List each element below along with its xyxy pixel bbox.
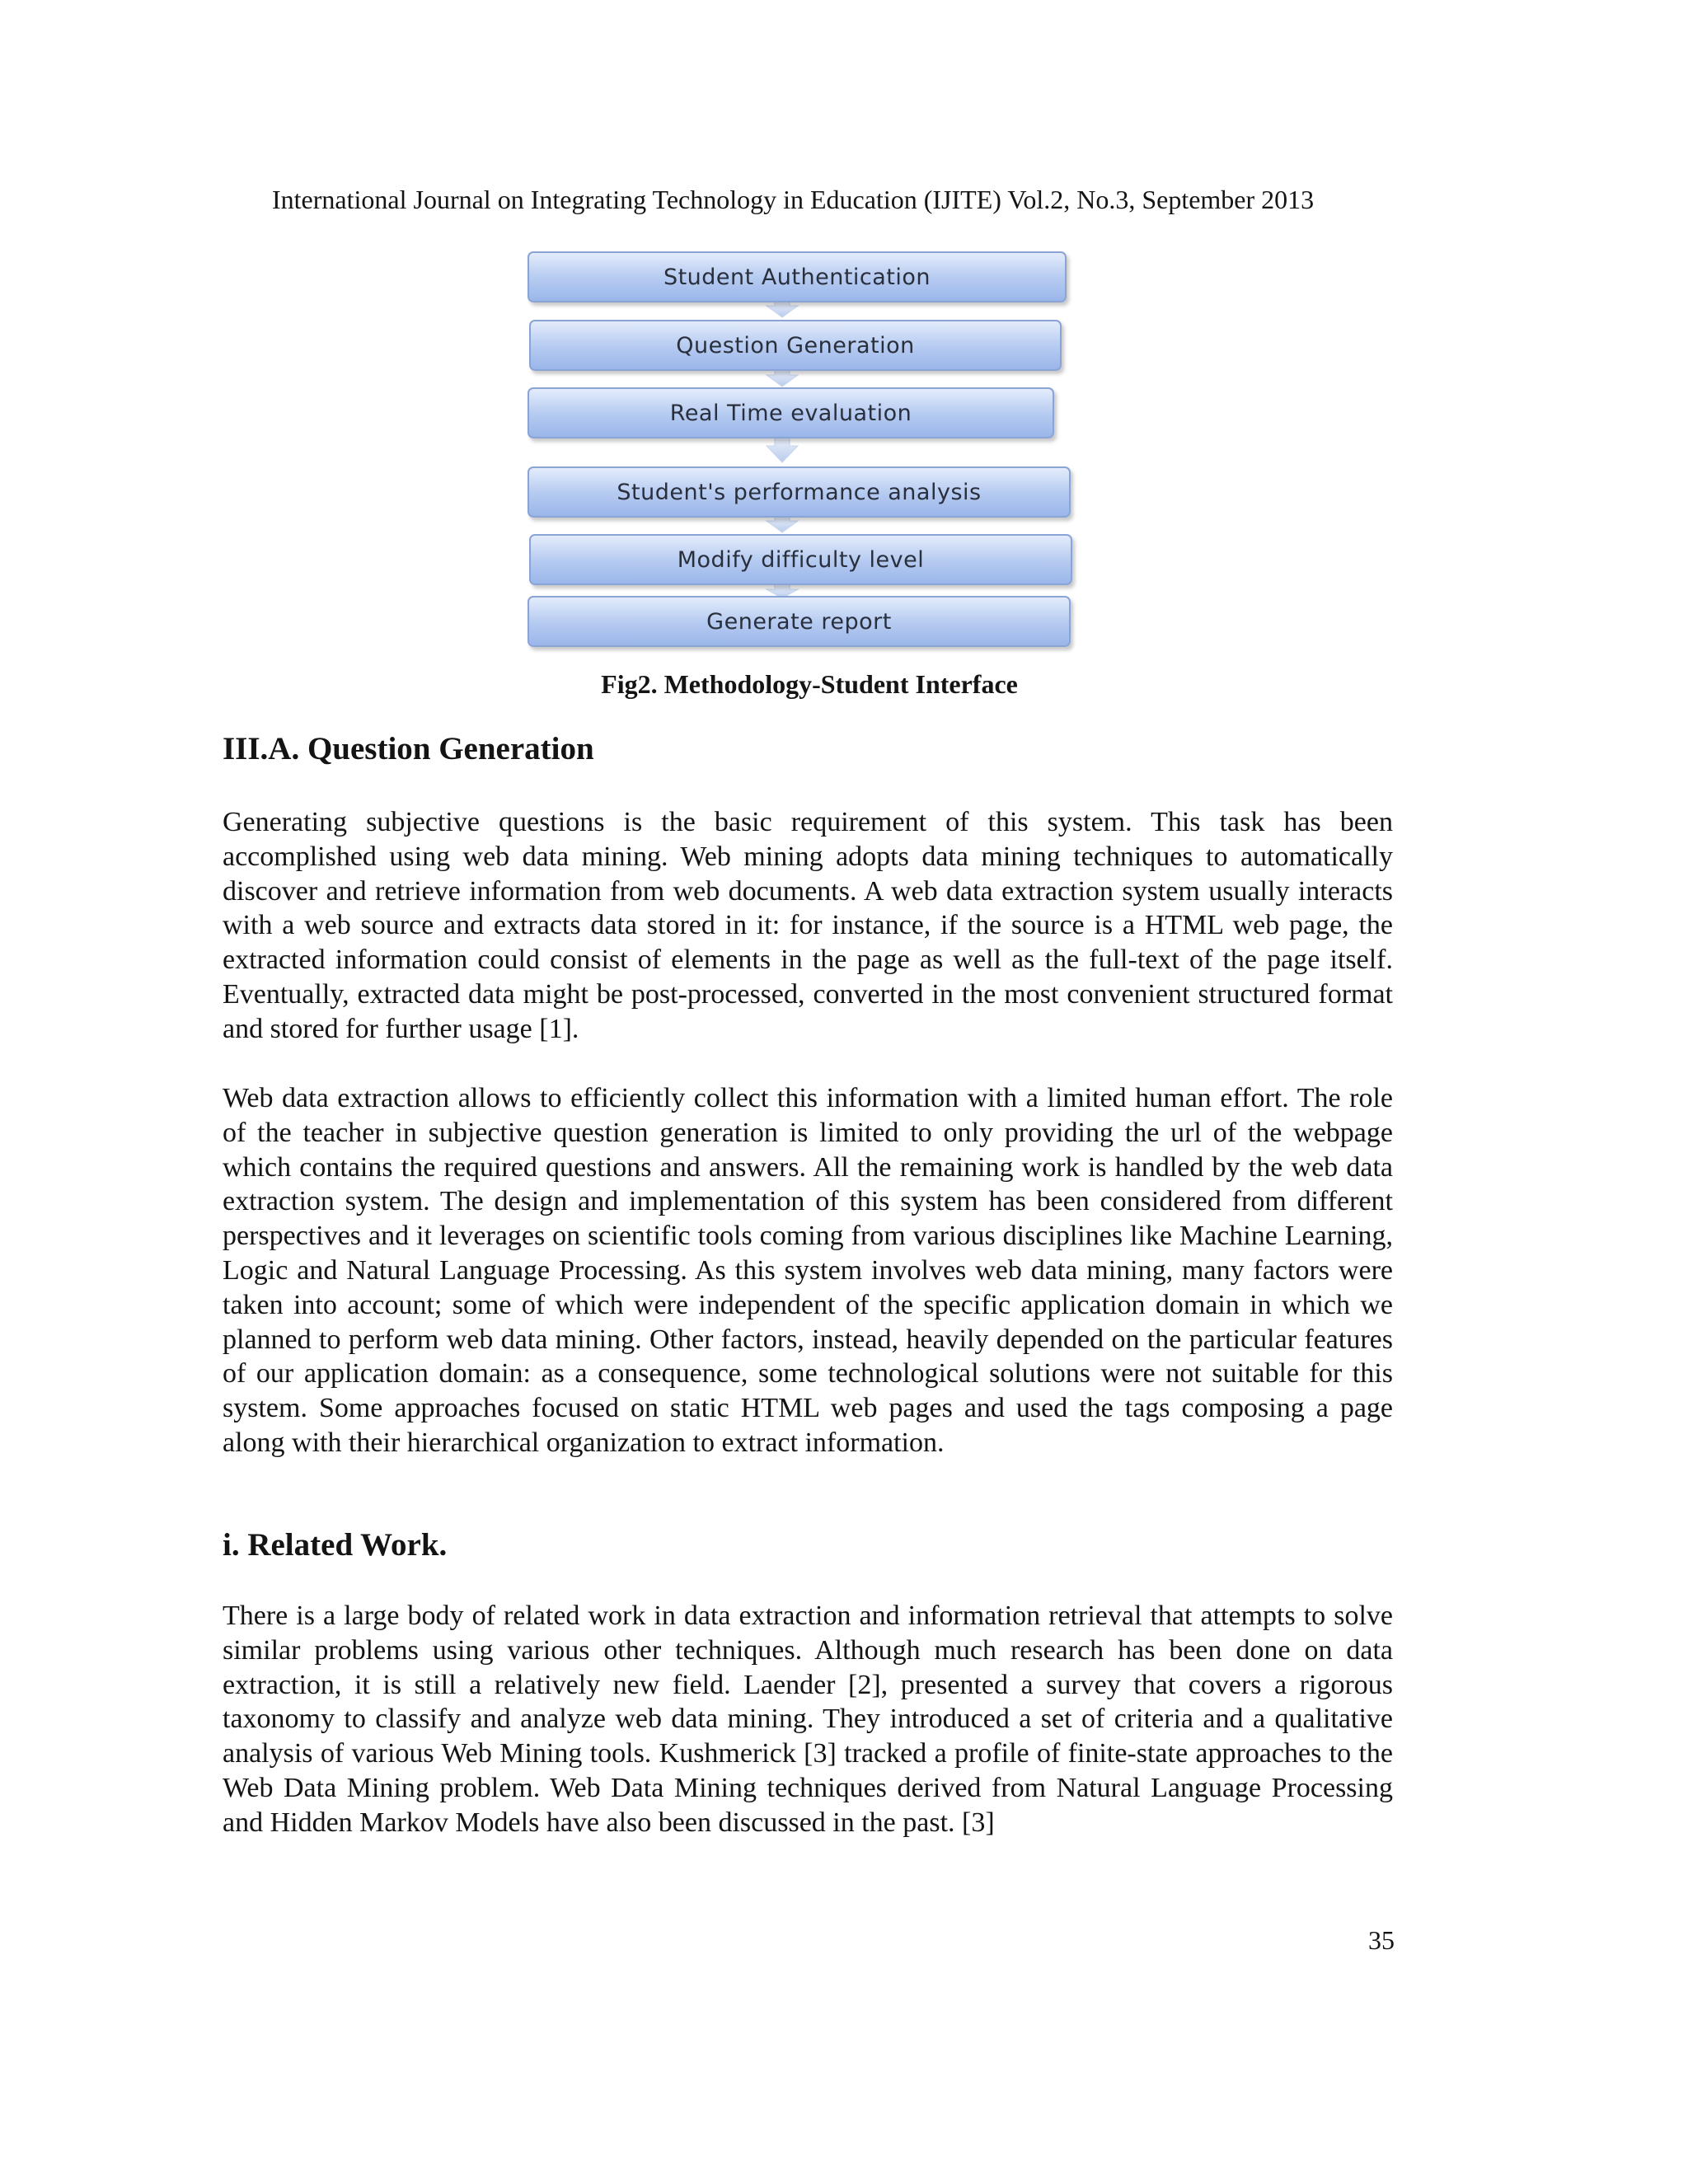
flow-arrows bbox=[528, 251, 1088, 655]
page-number: 35 bbox=[1368, 1925, 1395, 1955]
step-real-time-evaluation bbox=[528, 387, 1054, 438]
running-head: International Journal on Integrating Technology in Education (IJITE) Vol.2, No.3, September 2013 bbox=[272, 185, 1315, 214]
step-performance-analysis bbox=[528, 466, 1071, 518]
step-label: Modify difficulty level bbox=[677, 546, 925, 573]
section-heading-question-generation: III.A. Question Generation bbox=[223, 731, 594, 766]
paragraph-2: Web data extraction allows to efficiently collect this information with a limited human effort. The role of the teacher in subjective question generation is limited to only providing the url of the webpage which contains the required questions and answers. All the remaining work is handled by the web data extraction system. The design and implementation of this system has been considered from different perspectives and it leverages on scientific tools coming from various disciplines like Machine Learning, Logic and Natural Language Processing. As this system involves web data mining, many factors were taken into account; some of which were independent of the specific application domain in which we planned to perform web data mining. Other factors, instead, heavily depended on the particular features of our application domain: as a consequence, some technological solutions were not suitable for this system. Some approaches focused on static HTML web pages and used the tags composing a page along with their hierarchical organization to extract information. bbox=[223, 1083, 1393, 1458]
step-modify-difficulty bbox=[529, 534, 1072, 585]
arrow-2 bbox=[767, 369, 798, 387]
section-heading-related-work: i. Related Work. bbox=[223, 1527, 448, 1563]
methodology-flowchart bbox=[528, 251, 1088, 655]
step-label: Real Time evaluation bbox=[669, 400, 912, 426]
arrow-3 bbox=[767, 436, 798, 462]
arrow-1 bbox=[767, 300, 798, 317]
step-label: Student Authentication bbox=[663, 264, 931, 290]
step-generate-report bbox=[528, 596, 1071, 647]
step-label: Question Generation bbox=[676, 332, 915, 359]
figure-caption: Fig2. Methodology-Student Interface bbox=[601, 669, 1018, 699]
step-label: Student's performance analysis bbox=[617, 479, 982, 505]
step-label: Generate report bbox=[706, 608, 892, 635]
step-student-authentication bbox=[528, 251, 1067, 302]
paragraph-1: Generating subjective questions is the basic requirement of this system. This task has been accomplished using web data mining. Web mining adopts data mining techniques to automatically discover and retrieve information from web documents. A web data extraction system usually interacts with a web source and extracts data stored in it: for instance, if the source is a HTML web page, the extracted information could consist of elements in the page as well as the full-text of the page itself. Eventually, extracted data might be post-processed, converted in the most convenient structured format and stored for further usage [1]. bbox=[223, 807, 1393, 1044]
step-question-generation bbox=[529, 320, 1062, 371]
paragraph-related-work: There is a large body of related work in data extraction and information retrieval that attempts to solve similar problems using various other techniques. Although much research has been done on data extraction, it is still a relatively new field. Laender [2], presented a survey that covers a rigorous taxonomy to classify and analyze web data mining. They introduced a set of criteria and a qualitative analysis of various Web Mining tools. Kushmerick [3] tracked a profile of finite-state approaches to the Web Data Mining problem. Web Data Mining techniques derived from Natural Language Processing and Hidden Markov Models have also been discussed in the past. [3] bbox=[223, 1601, 1393, 1838]
arrow-4 bbox=[767, 515, 798, 532]
